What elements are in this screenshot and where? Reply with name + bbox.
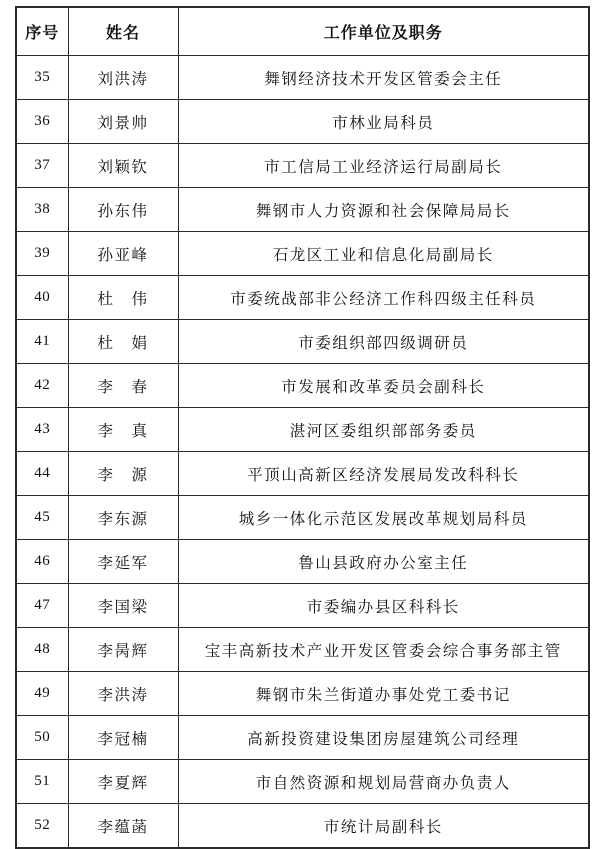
cell-no: 39 [16, 232, 68, 276]
cell-position: 舞钢市朱兰街道办事处党工委书记 [178, 672, 589, 716]
table-row [16, 540, 589, 584]
cell-name: 杜 娟 [68, 320, 178, 364]
table-row [16, 716, 589, 760]
cell-name: 刘颖钦 [68, 144, 178, 188]
cell-name: 李昺辉 [68, 628, 178, 672]
header-no: 序号 [16, 7, 68, 56]
cell-no: 51 [16, 760, 68, 804]
cell-position: 市发展和改革委员会副科长 [178, 364, 589, 408]
cell-no: 41 [16, 320, 68, 364]
cell-no: 49 [16, 672, 68, 716]
table-row [16, 452, 589, 496]
table-row [16, 628, 589, 672]
cell-position: 市委组织部四级调研员 [178, 320, 589, 364]
cell-position: 市委编办县区科科长 [178, 584, 589, 628]
table-row [16, 760, 589, 804]
cell-no: 48 [16, 628, 68, 672]
cell-no: 37 [16, 144, 68, 188]
cell-no: 43 [16, 408, 68, 452]
cell-name: 杜 伟 [68, 276, 178, 320]
table-body [16, 56, 589, 849]
table-row [16, 804, 589, 849]
table-row [16, 320, 589, 364]
table-row [16, 56, 589, 100]
table-row [16, 188, 589, 232]
table-row [16, 232, 589, 276]
personnel-table [15, 6, 590, 849]
cell-position: 石龙区工业和信息化局副局长 [178, 232, 589, 276]
cell-name: 李洪涛 [68, 672, 178, 716]
cell-no: 45 [16, 496, 68, 540]
cell-no: 42 [16, 364, 68, 408]
table-row [16, 276, 589, 320]
cell-position: 湛河区委组织部部务委员 [178, 408, 589, 452]
cell-no: 38 [16, 188, 68, 232]
cell-name: 李东源 [68, 496, 178, 540]
cell-no: 47 [16, 584, 68, 628]
cell-position: 市委统战部非公经济工作科四级主任科员 [178, 276, 589, 320]
cell-name: 李冠楠 [68, 716, 178, 760]
cell-no: 35 [16, 56, 68, 100]
table-row [16, 496, 589, 540]
header-position: 工作单位及职务 [178, 7, 589, 56]
cell-position: 舞钢市人力资源和社会保障局局长 [178, 188, 589, 232]
cell-position: 市工信局工业经济运行局副局长 [178, 144, 589, 188]
cell-position: 平顶山高新区经济发展局发改科科长 [178, 452, 589, 496]
cell-position: 市自然资源和规划局营商办负责人 [178, 760, 589, 804]
cell-no: 52 [16, 804, 68, 849]
cell-no: 36 [16, 100, 68, 144]
cell-name: 李 真 [68, 408, 178, 452]
cell-position: 宝丰高新技术产业开发区管委会综合事务部主管 [178, 628, 589, 672]
table-row [16, 672, 589, 716]
header-row [16, 7, 589, 56]
table-row [16, 408, 589, 452]
cell-name: 刘景帅 [68, 100, 178, 144]
cell-name: 李延军 [68, 540, 178, 584]
cell-position: 城乡一体化示范区发展改革规划局科员 [178, 496, 589, 540]
cell-position: 鲁山县政府办公室主任 [178, 540, 589, 584]
cell-no: 40 [16, 276, 68, 320]
cell-position: 市林业局科员 [178, 100, 589, 144]
cell-name: 李 春 [68, 364, 178, 408]
cell-name: 李蕴菡 [68, 804, 178, 849]
table-row [16, 144, 589, 188]
header-name: 姓名 [68, 7, 178, 56]
table-header [16, 7, 589, 56]
cell-position: 市统计局副科长 [178, 804, 589, 849]
cell-name: 孙东伟 [68, 188, 178, 232]
cell-no: 46 [16, 540, 68, 584]
cell-no: 44 [16, 452, 68, 496]
cell-position: 舞钢经济技术开发区管委会主任 [178, 56, 589, 100]
cell-name: 孙亚峰 [68, 232, 178, 276]
cell-no: 50 [16, 716, 68, 760]
table-row [16, 364, 589, 408]
cell-name: 李国梁 [68, 584, 178, 628]
cell-name: 刘洪涛 [68, 56, 178, 100]
cell-position: 高新投资建设集团房屋建筑公司经理 [178, 716, 589, 760]
table-row [16, 584, 589, 628]
cell-name: 李夏辉 [68, 760, 178, 804]
cell-name: 李 源 [68, 452, 178, 496]
table-row [16, 100, 589, 144]
